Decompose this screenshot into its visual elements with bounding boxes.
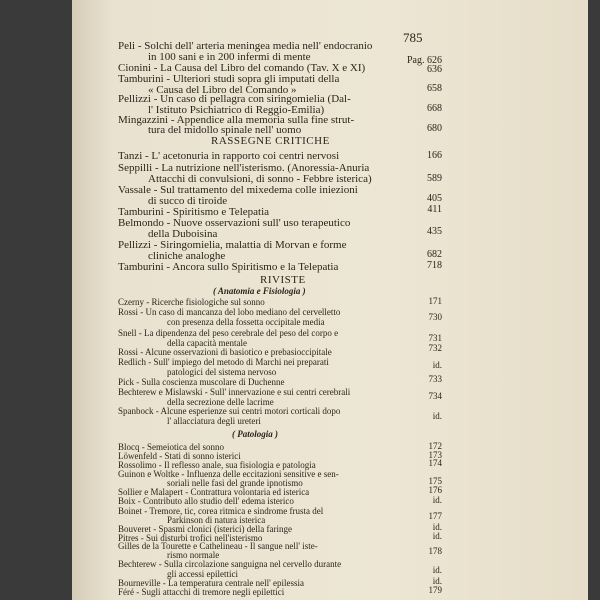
toc-page-ref: 179: [428, 584, 442, 595]
toc-entry: Seppilli - La nutrizione nell'isterismo. (Anoressia-Anuria: [118, 162, 370, 175]
toc-entry: Belmondo - Nuove osservazioni sull' uso terapeutico: [118, 217, 351, 230]
toc-page-ref: 171: [428, 295, 442, 306]
toc-entry: Féré - Sugli attacchi di tremore negli epilettici: [118, 586, 285, 597]
toc-page-ref: 178: [428, 545, 442, 556]
toc-entry: l' Istituto Psichiatrico di Reggio-Emilia): [148, 103, 325, 116]
toc-page-ref: 173: [428, 449, 442, 460]
section-heading: RASSEGNE CRITICHE: [211, 134, 330, 147]
toc-page-ref: 680: [427, 123, 442, 135]
toc-page-ref: id.: [432, 575, 442, 586]
toc-entry: Boinet - Tremore, tic, corea ritmica e sindrome frusta del: [118, 505, 324, 516]
toc-entry: Tamburini - Ulteriori studi sopra gli imputati della: [118, 72, 340, 85]
toc-entry: Peli - Solchi dell' arteria meningea media nell' endocranio: [118, 39, 373, 52]
toc-page-ref: 658: [427, 82, 442, 94]
toc-entry: con presenza della fossetta occipitale media: [167, 317, 325, 328]
toc-entry: gli accessi epilettici: [167, 568, 238, 579]
toc-page-ref: 682: [427, 249, 442, 260]
toc-entry: della capacità mentale: [167, 337, 247, 348]
toc-entry: Pellizzi - Un caso di pellagra con siringomielia (Dal-: [118, 92, 351, 105]
toc-page-ref: id.: [432, 564, 442, 575]
toc-page-ref: 734: [428, 391, 442, 402]
toc-entry: Bechterew - Sulla circolazione sanguigna nel cervello durante: [118, 559, 342, 570]
toc-entry: Mingazzini - Appendice alla memoria sulla fine strut-: [118, 113, 355, 126]
toc-entry: Löwenfeld - Stati di sonno isterici: [118, 450, 241, 461]
toc-page-ref: 405: [427, 193, 442, 205]
toc-entry: Blocq - Semeiotica del sonno: [118, 441, 224, 452]
toc-page-ref: 175: [428, 476, 442, 487]
toc-entry: Tamburini - Spiritismo e Telepatia: [118, 206, 270, 219]
subsection-heading: ( Anatomia e Fisiologia ): [213, 285, 306, 296]
toc-entry: Gilles de la Tourette e Cathelineau - Il sangue nell' iste-: [118, 541, 318, 552]
toc-page-ref: 589: [427, 173, 442, 185]
toc-entry: Bouveret - Spasmi clonici (isterici) della faringe: [118, 523, 292, 534]
toc-entry: Pick - Sulla coscienza muscolare di Duchenne: [118, 376, 285, 387]
toc-page-ref: 636: [427, 63, 442, 75]
subsection-heading: ( Patologia ): [232, 428, 278, 439]
toc-page-ref: 411: [427, 204, 442, 216]
toc-entry: di succo di tiroide: [148, 195, 228, 208]
toc-page-ref: 733: [428, 374, 442, 385]
toc-page-ref: 730: [428, 312, 442, 322]
toc-entry: in 100 sani e in 200 infermi di mente: [148, 50, 311, 63]
toc-page-ref: id.: [432, 531, 442, 542]
toc-entry: Czerny - Ricerche fisiologiche sul sonno: [118, 297, 265, 308]
toc-page-ref: id.: [432, 360, 442, 371]
toc-page-ref: id.: [432, 410, 442, 421]
toc-entry: Sollier e Malapert - Contrattura volontaria ed isterica: [118, 487, 310, 498]
toc-page-ref: 668: [427, 102, 442, 114]
toc-entry: Attacchi di convulsioni, di sonno - Febbre isterica): [148, 173, 372, 186]
toc-entry: l' allacciatura degli ureteri: [167, 416, 261, 427]
toc-entry: Tanzi - L' acetonuria in rapporto coi centri nervosi: [118, 149, 340, 162]
toc-entry: Parkinson di natura isterica: [167, 514, 266, 525]
toc-entry: Rossi - Alcune osservazioni di basiotico e prebasioccipitale: [118, 346, 332, 357]
toc-entry: della secrezione delle lacrime: [167, 396, 274, 407]
toc-entry: Spanbock - Alcune esperienze sui centri motori corticali dopo: [118, 406, 341, 417]
toc-entry: Pitres - Sui disturbi trofici nell'isterismo: [118, 532, 263, 543]
toc-page-ref: 174: [428, 458, 442, 469]
toc-entry: Bechterew e Mislawski - Sull' innervazione e sui centri cerebrali: [118, 386, 351, 397]
toc-entry: della Duboisina: [148, 228, 218, 240]
toc-entry: patologici del sistema nervoso: [167, 366, 277, 377]
page-number: 785: [403, 30, 423, 45]
toc-page-ref: 176: [428, 485, 442, 496]
toc-page-ref: 166: [427, 149, 442, 161]
toc-entry: cliniche analoghe: [148, 249, 226, 262]
toc-page-ref: 172: [428, 440, 442, 451]
toc-entry: Cionini - La Causa del Libro del comando (Tav. X e XI): [118, 61, 366, 74]
toc-entry: Redlich - Sull' impiego del metodo di Marchi nei preparati: [118, 356, 329, 367]
toc-page-ref: 177: [428, 511, 442, 521]
toc-entry: soriali nelle fasi del grande ipnotismo: [167, 478, 303, 489]
toc-entry: Tamburini - Ancora sullo Spiritismo e la Telepatia: [118, 260, 339, 273]
section-heading: RIVISTE: [260, 273, 306, 286]
toc-page-ref: id.: [432, 521, 442, 532]
toc-entry: Guinon e Woltke - Influenza delle eccitazioni sensitive e sen-: [118, 469, 339, 480]
toc-entry: rismo normale: [167, 550, 220, 561]
toc-page-ref: 435: [427, 226, 442, 238]
toc-page-ref: Pag. 626: [407, 54, 442, 66]
toc-entry: « Causa del Libro del Comando »: [148, 83, 297, 96]
toc-entry: Snell - La dipendenza del peso cerebrale del peso del corpo e: [118, 327, 339, 338]
toc-page-ref: 732: [428, 343, 442, 354]
toc-entry: Boix - Contributo allo studio dell' edema isterico: [118, 496, 294, 507]
toc-entry: Rossolimo - Il reflesso anale, sua fisiologia e patologia: [118, 459, 316, 470]
toc-entry: Pellizzi - Siringomielia, malattia di Morvan e forme: [118, 238, 347, 251]
toc-entry: Rossi - Un caso di mancanza del lobo mediano del cervelletto: [118, 307, 341, 318]
toc-page-ref: 718: [427, 259, 442, 271]
toc-page-ref: 731: [428, 332, 442, 343]
toc-page-ref: id.: [432, 494, 442, 505]
toc-entry: Vassale - Sul trattamento del mixedema colle iniezioni: [118, 184, 358, 197]
toc-entry: tura del midollo spinale nell' uomo: [148, 123, 302, 136]
toc-entry: Bourneville - La temperatura centrale nell' epilessia: [118, 577, 305, 588]
